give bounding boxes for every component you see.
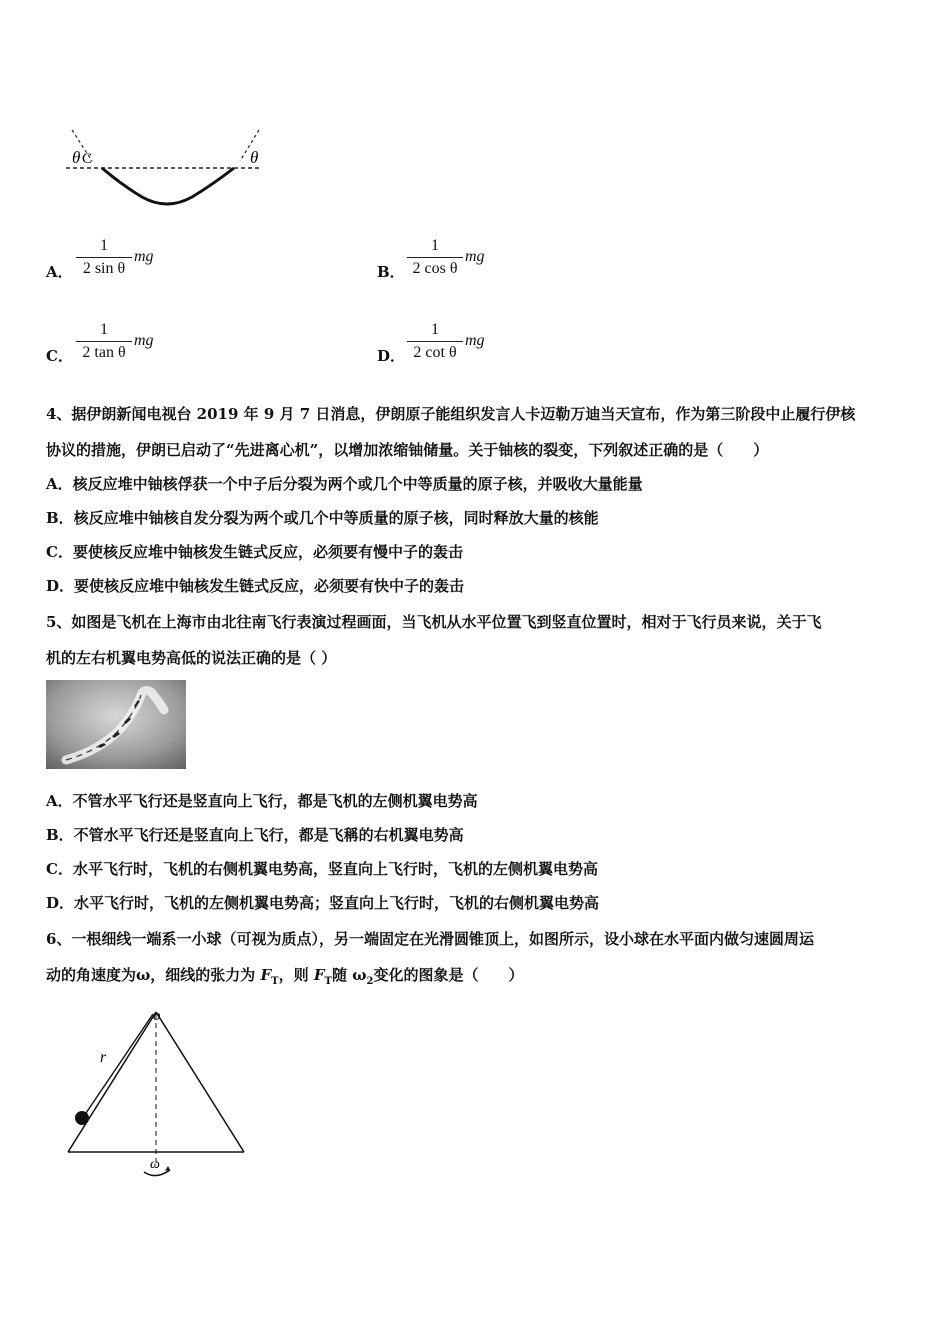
numerator: 1 — [431, 237, 439, 254]
fraction — [407, 237, 463, 281]
force-symbol: F — [260, 966, 272, 984]
numerator: 1 — [100, 321, 108, 338]
string-line — [84, 1014, 153, 1116]
apex-label: o — [153, 1008, 161, 1024]
force-symbol-2: F — [313, 966, 325, 984]
cone-figure — [60, 1000, 260, 1185]
mg-term: mg — [465, 332, 485, 349]
option-letter: A． — [46, 263, 73, 281]
omega-label: ω — [150, 1157, 160, 1172]
chain-curve — [102, 168, 234, 204]
option-letter: D． — [377, 347, 406, 365]
q5-option-c: C．水平飞行时，飞机的右侧机翼电势高，竖直向上飞行时，飞机的左侧机翼电势高 — [46, 860, 598, 878]
denominator: 2 cot θ — [413, 344, 457, 361]
ball — [75, 1111, 89, 1125]
denominator: 2 tan θ — [82, 344, 126, 361]
fraction — [76, 237, 132, 281]
q4-option-b: B．核反应堆中铀核自发分裂为两个或几个中等质量的原子核，同时释放大量的核能 — [46, 509, 599, 527]
q4-option-c: C．要使核反应堆中铀核发生链式反应，必须要有慢中子的轰击 — [46, 543, 463, 561]
cone-left-edge — [68, 1012, 156, 1152]
force-subscript-2: T — [324, 976, 332, 987]
q5-stem-line1: 5、如图是飞机在上海市由北往南飞行表演过程画面，当飞机从水平位置飞到竖直位置时，相对于飞行员来说，关于飞 — [46, 613, 822, 631]
numerator: 1 — [100, 237, 108, 254]
q5-option-d: D．水平飞行时，飞机的左侧机翼电势高；竖直向上飞行时，飞机的右侧机翼电势高 — [46, 894, 600, 912]
q6-stem-line1: 6、一根细线一端系一小球（可视为质点），另一端固定在光滑圆锥顶上，如图所示，设小球在水平面内做匀速圆周运 — [46, 930, 814, 948]
fraction — [407, 321, 463, 365]
omega-subscript: 2 — [366, 976, 374, 987]
right-theta-label: θ — [250, 148, 259, 167]
q6-text-c: 随 ω — [331, 966, 367, 984]
left-c-label: C — [82, 151, 93, 167]
q4-option-d: D．要使核反应堆中铀核发生链式反应，必须要有快中子的轰击 — [46, 577, 465, 595]
option-letter: C． — [46, 347, 73, 365]
mg-term: mg — [465, 248, 485, 265]
q4-stem-line2: 协议的措施，伊朗已启动了“先进离心机”，以增加浓缩铀储量。关于铀核的裂变，下列叙述正确的是（ ） — [46, 441, 769, 459]
q6-text-a: 动的角速度为ω，细线的张力为 — [46, 966, 261, 984]
left-theta-label: θ — [72, 148, 81, 167]
option-letter: B． — [377, 263, 405, 281]
q5-option-b: B．不管水平飞行还是竖直向上飞行，都是飞稱的右机翼电势高 — [46, 826, 464, 844]
length-label: r — [100, 1049, 107, 1066]
numerator: 1 — [431, 321, 439, 338]
chain-figure — [62, 125, 272, 215]
fraction — [76, 321, 132, 365]
q5-option-a: A．不管水平飞行还是竖直向上飞行，都是飞机的左侧机翼电势高 — [46, 792, 478, 810]
mg-term: mg — [134, 248, 154, 265]
force-subscript: T — [271, 976, 279, 987]
q6-text-d: 变化的图象是（ ） — [373, 966, 524, 984]
mg-term: mg — [134, 332, 154, 349]
q5-stem-line2: 机的左右机翼电势高低的说法正确的是（ ） — [46, 649, 337, 667]
q4-option-a: A．核反应堆中铀核俘获一个中子后分裂为两个或几个中等质量的原子核，并吸收大量能量 — [46, 475, 643, 493]
q6-text-b: ，则 — [278, 966, 314, 984]
q4-stem-line1: 4、据伊朗新闻电视台 2019 年 9 月 7 日消息，伊朗原子能组织发言人卡迈勒万迪当天宣布，作为第三阶段中止履行伊核 — [46, 405, 856, 423]
denominator: 2 sin θ — [82, 260, 126, 277]
cone-right-edge — [156, 1012, 244, 1152]
airshow-photo — [46, 680, 186, 769]
denominator: 2 cos θ — [412, 260, 458, 277]
q6-stem-line2 — [46, 965, 523, 992]
